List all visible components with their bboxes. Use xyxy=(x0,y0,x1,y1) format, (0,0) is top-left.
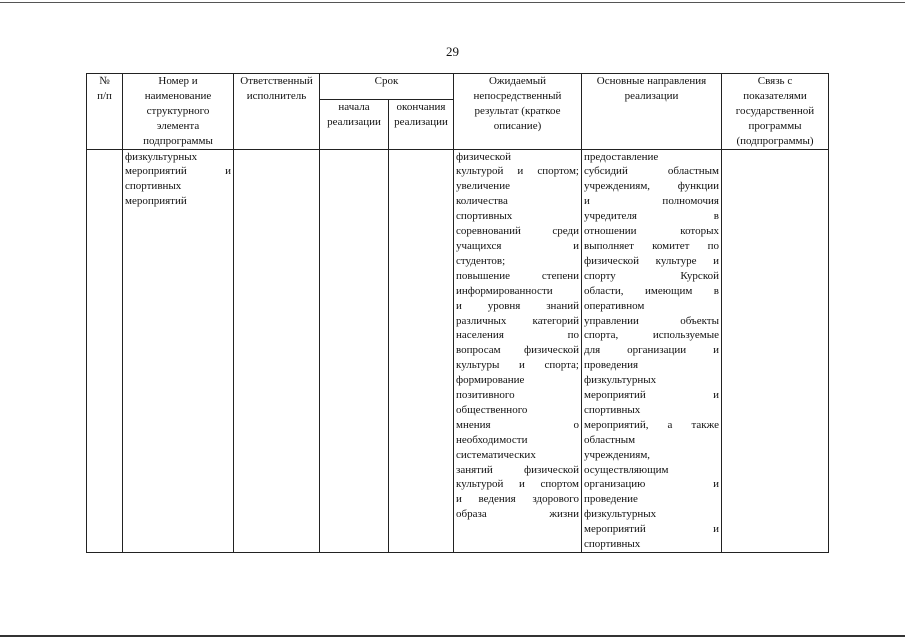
text-line: учредителя в xyxy=(584,210,719,223)
text-line: культурой и спортом; xyxy=(456,165,579,178)
text-line: показателями xyxy=(743,89,807,102)
header-name xyxy=(123,74,234,150)
text-line: и полномочия xyxy=(584,195,719,208)
text-line: мероприятий и xyxy=(584,523,719,536)
text-line: увеличение xyxy=(456,180,510,193)
text-line: реализации xyxy=(394,115,448,128)
text-line: структурного xyxy=(146,104,210,117)
text-line: Связь с xyxy=(757,75,793,87)
text-line: общественного xyxy=(456,403,528,416)
text-line: подпрограммы xyxy=(143,134,213,147)
text-line: населения по xyxy=(456,329,579,342)
header-end xyxy=(389,99,454,149)
bottom-scan-edge xyxy=(0,635,905,637)
text-line: образа жизни xyxy=(456,508,579,521)
text-line: физкультурных xyxy=(584,374,657,387)
cell-link xyxy=(722,149,829,552)
text-line: предоставление xyxy=(584,150,659,163)
text-line: (подпрограммы) xyxy=(736,134,814,147)
text-line: и ведения здорового xyxy=(456,493,579,506)
text-line: формирование xyxy=(456,374,525,387)
text-line: различных категорий xyxy=(456,314,579,327)
text-line: наименование xyxy=(144,89,212,102)
text-line: физической xyxy=(456,150,511,163)
cell-result xyxy=(454,149,582,552)
text-line: спорта, используемые xyxy=(584,329,719,342)
page-number: 29 xyxy=(446,44,459,59)
text-line: № xyxy=(99,75,110,87)
text-line: мероприятий xyxy=(125,195,187,208)
text-line: учащихся и xyxy=(456,239,579,252)
text-line: вопросам физической xyxy=(456,344,579,357)
text-line: мероприятий, а также xyxy=(584,418,719,431)
text-line: субсидий областным xyxy=(584,165,719,178)
cell-end xyxy=(389,149,454,552)
text-line: мероприятий и xyxy=(125,165,231,178)
text-line: управлении объекты xyxy=(584,314,719,327)
text-line: окончания xyxy=(396,100,446,113)
text-line: областным xyxy=(584,433,636,446)
text-line: элемента xyxy=(156,119,200,132)
text-line: государственной xyxy=(735,104,815,117)
text-line: оперативном xyxy=(584,299,645,312)
top-scan-edge xyxy=(0,2,905,3)
header-result xyxy=(454,74,582,150)
cell-start xyxy=(320,149,389,552)
header-num xyxy=(87,74,123,150)
text-line: культуры и спорта; xyxy=(456,359,579,372)
text-line: п/п xyxy=(97,89,112,102)
text-line: области, имеющим в xyxy=(584,284,719,297)
text-line: спортивных xyxy=(125,180,182,193)
text-line: спортивных xyxy=(584,403,641,416)
text-line: мероприятий и xyxy=(584,389,719,402)
text-line: студентов; xyxy=(456,254,506,267)
text-line: занятий физической xyxy=(456,463,579,476)
text-line: спортивных xyxy=(584,538,641,551)
text-line: организацию и xyxy=(584,478,719,491)
text-line: физической культуре и xyxy=(584,254,719,267)
text-line: соревнований среди xyxy=(456,225,579,238)
text-line: непосредственный xyxy=(473,89,562,102)
text-line: осуществляющим xyxy=(584,463,669,476)
cell-num xyxy=(87,149,123,552)
text-line: отношении которых xyxy=(584,225,719,238)
text-line: систематических xyxy=(456,448,536,461)
header-link xyxy=(722,74,829,150)
text-line: проведение xyxy=(584,493,638,506)
text-line: Номер и xyxy=(158,75,198,87)
text-line: спортивных xyxy=(456,210,513,223)
text-line: Основные направления xyxy=(596,75,707,87)
text-line: программы xyxy=(748,119,802,132)
text-line: исполнитель xyxy=(246,89,307,102)
text-line: мнения о xyxy=(456,418,579,431)
header-directions xyxy=(582,74,722,150)
table-row xyxy=(87,149,829,552)
text-line: описание) xyxy=(493,119,542,132)
text-line: количества xyxy=(456,195,508,208)
text-line: реализации xyxy=(327,115,381,128)
program-table xyxy=(86,73,829,553)
text-line: для организации и xyxy=(584,344,719,357)
text-line: начала xyxy=(338,100,370,113)
text-line: спорту Курской xyxy=(584,269,719,282)
header-start xyxy=(320,99,389,149)
header-row-1 xyxy=(87,74,829,100)
cell-name xyxy=(123,149,234,552)
cell-executor xyxy=(234,149,320,552)
text-line: реализации xyxy=(624,89,679,102)
text-line: выполняет комитет по xyxy=(584,239,719,252)
text-line: учреждениям, xyxy=(584,448,651,461)
cell-directions xyxy=(582,149,722,552)
text-line: Ожидаемый xyxy=(488,75,547,87)
header-executor xyxy=(234,74,320,150)
text-line: Ответственный xyxy=(240,75,313,87)
text-line: учреждениям, функции xyxy=(584,180,719,193)
text-line: информированности xyxy=(456,284,553,297)
text-line: проведения xyxy=(584,359,639,372)
text-line: повышение степени xyxy=(456,269,579,282)
text-line: результат (краткое xyxy=(474,104,561,117)
header-term: Срок xyxy=(320,74,454,100)
text-line: и уровня знаний xyxy=(456,299,579,312)
text-line: культурой и спортом xyxy=(456,478,579,491)
text-line: необходимости xyxy=(456,433,528,446)
text-line: позитивного xyxy=(456,389,515,402)
text-line: физкультурных xyxy=(125,150,198,163)
text-line: физкультурных xyxy=(584,508,657,521)
